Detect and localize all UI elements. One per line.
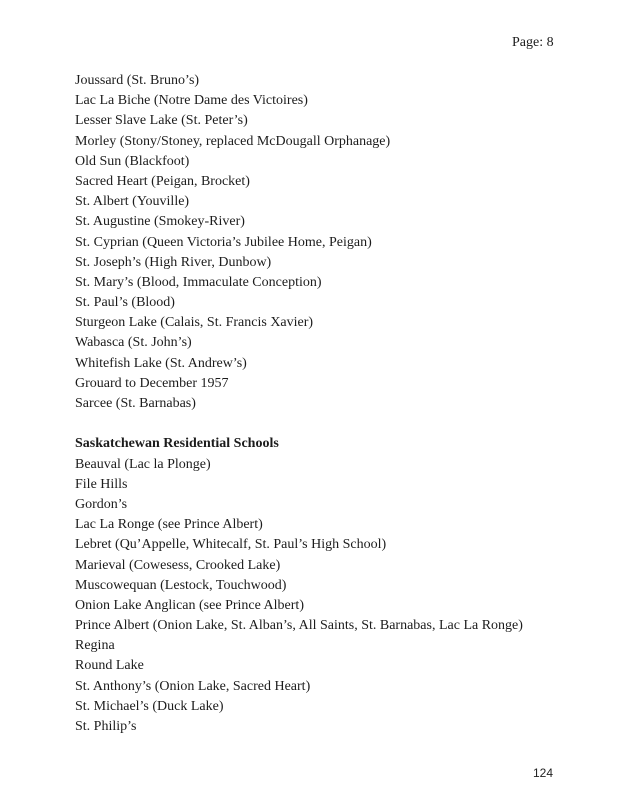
school-list-item: Marieval (Cowesess, Crooked Lake) xyxy=(75,557,281,573)
school-list-item: Lesser Slave Lake (St. Peter’s) xyxy=(75,113,248,129)
school-list-item: Sturgeon Lake (Calais, St. Francis Xavier) xyxy=(75,315,314,331)
school-list-item: Round Lake xyxy=(75,658,144,674)
school-list-item: St. Paul’s (Blood) xyxy=(75,295,175,311)
school-list-item: Regina xyxy=(75,638,115,654)
school-list-item: Prince Albert (Onion Lake, St. Alban’s, All Saints, St. Barnabas, Lac La Ronge) xyxy=(75,618,523,634)
school-list-item: Sarcee (St. Barnabas) xyxy=(75,396,196,411)
school-list-item: Morley (Stony/Stoney, replaced McDougall Orphanage) xyxy=(75,133,391,149)
school-list-item: Gordon’s xyxy=(75,496,128,512)
page-number: 124 xyxy=(533,766,554,780)
saskatchewan-section-heading: Saskatchewan Residential Schools xyxy=(75,436,279,452)
school-list-item: St. Mary’s (Blood, Immaculate Conception) xyxy=(75,274,322,290)
school-list-item: Lac La Ronge (see Prince Albert) xyxy=(75,517,263,533)
school-list-item: St. Albert (Youville) xyxy=(75,194,190,210)
school-list-item: Beauval (Lac la Plonge) xyxy=(75,456,211,472)
school-list-item: St. Michael’s (Duck Lake) xyxy=(75,698,224,714)
school-list-item: St. Anthony’s (Onion Lake, Sacred Heart) xyxy=(75,678,311,694)
school-list-item: Whitefish Lake (St. Andrew’s) xyxy=(75,355,247,371)
school-list-item: Muscowequan (Lestock, Touchwood) xyxy=(75,577,287,593)
document-body xyxy=(75,71,603,737)
school-list-item: Sacred Heart (Peigan, Brocket) xyxy=(75,173,250,189)
school-list-item: St. Augustine (Smokey-River) xyxy=(75,214,245,230)
school-list-item: St. Cyprian (Queen Victoria’s Jubilee Home, Peigan) xyxy=(75,234,372,250)
school-list-item: Lac La Biche (Notre Dame des Victoires) xyxy=(75,93,308,109)
school-list-item: Wabasca (St. John’s) xyxy=(75,335,192,351)
school-list-item: File Hills xyxy=(75,476,128,492)
school-list-item: Onion Lake Anglican (see Prince Albert) xyxy=(75,597,304,613)
school-list-item: Old Sun (Blackfoot) xyxy=(75,153,190,169)
school-list-item: Lebret (Qu’Appelle, Whitecalf, St. Paul’s High School) xyxy=(75,537,387,553)
page-header-label: Page: 8 xyxy=(512,35,554,50)
school-list-item: St. Joseph’s (High River, Dunbow) xyxy=(75,254,272,270)
school-list-item: St. Philip’s xyxy=(75,719,137,734)
school-list-item: Joussard (St. Bruno’s) xyxy=(75,73,200,88)
school-list-item: Grouard to December 1957 xyxy=(75,375,229,391)
